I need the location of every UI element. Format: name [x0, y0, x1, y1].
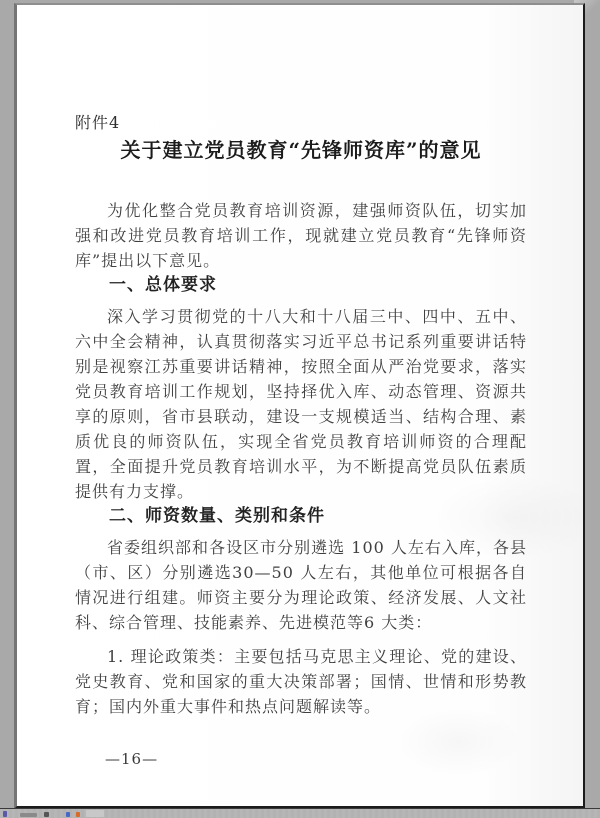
page-number: —16— [105, 750, 159, 768]
section-heading: 一、总体要求 [109, 275, 217, 295]
icon-fragment-blue-dot [66, 812, 70, 817]
icon-fragment-orange-dot [76, 812, 80, 817]
document-title: 关于建立党员教育“先锋师资库”的意见 [120, 138, 482, 162]
body-paragraph: 省委组织部和各设区市分别遴选 100 人左右入库，各县（市、区）分别遴选30—50 人左右，其他单位可根据各自情况进行组建。师资主要分为理论政策、经济发展、人文社科、综合管理、技能素养、先进模范等6 大类： [75, 538, 527, 632]
icon-fragment-dark-mark [44, 812, 49, 817]
body-paragraph: 为优化整合党员教育培训资源，建强师资队伍，切实加强和改进党员教育培训工作，现就建立党员教育“先锋师资库”提出以下意见。 [75, 201, 527, 270]
section-heading: 二、师资数量、类别和条件 [109, 506, 325, 526]
icon-fragment-light-tab [86, 810, 104, 817]
icon-fragment-gray-text [20, 813, 37, 817]
icon-fragment-dark-slash [3, 811, 7, 817]
body-paragraph: 1. 理论政策类：主要包括马克思主义理论、党的建设、党史教育、党和国家的重大决策部署；国情、世情和形势教育；国内外重大事件和热点问题解读等。 [75, 647, 527, 716]
document-body [75, 198, 527, 719]
document-page [14, 3, 585, 809]
attachment-label: 附件4 [75, 113, 121, 132]
cropped-ui-strip [0, 808, 600, 818]
document-content [17, 5, 583, 806]
body-paragraph: 深入学习贯彻党的十八大和十八届三中、四中、五中、六中全会精神，认真贯彻落实习近平总书记系列重要讲话特别是视察江苏重要讲话精神，按照全面从严治党要求，落实党员教育培训工作规划，坚持择优入库、动态管理、资源共享的原则，省市县联动，建设一支规模适当、结构合理、素质优良的师资队伍，实现全省党员教育培训师资的合理配置，全面提升党员教育培训水平，为不断提高党员队伍素质提供有力支撑。 [75, 307, 527, 501]
